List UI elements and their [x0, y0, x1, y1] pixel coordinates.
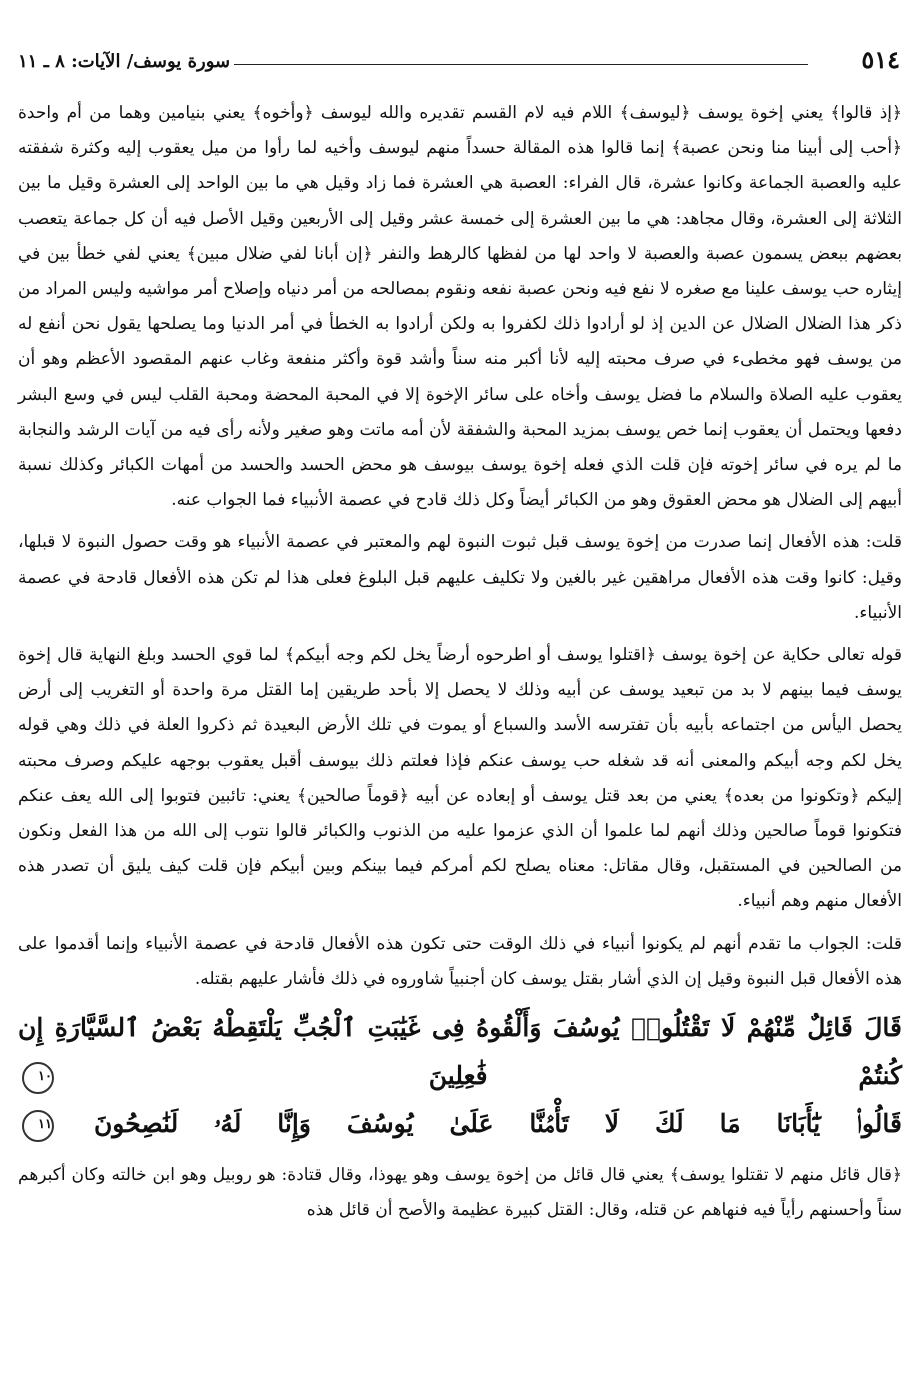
quran-verses: [18, 1004, 902, 1148]
tafsir-paragraph: ﴿إذ قالوا﴾ يعني إخوة يوسف ﴿ليوسف﴾ اللام فيه لام القسم تقديره والله ليوسف ﴿وأخوه﴾ يعني بنيامين وهما من أم واحدة ﴿أحب إلى أبينا منا ونحن عصبة﴾ إنما قالوا هذه المقالة حسداً منهم ليوسف وأخيه لما رأوا من ميل يعقوب إليه وكثرة شفقته عليه والعصبة الجماعة وكانوا عشرة، قال الفراء: العصبة هي العشرة فما زاد وقيل هي ما بين الواحد إلى العشرة وقيل ما بين الثلاثة إلى العشرة، وقال مجاهد: هي ما بين العشرة إلى خمسة عشر وقيل إلى الأربعين وقيل الأصل فيه أن كل جماعة يتعصب بعضهم ببعض يسمون عصبة والعصبة لا واحد لها من لفظها كالرهط والنفر ﴿إن أبانا لفي ضلال مبين﴾ يعني لفي خطأ بين في إيثاره حب يوسف علينا مع صغره لا نفع فيه ونحن عصبة نفعه ونقوم بمصالحه من أمر دنياه وإصلاح أمر مواشيه وليس المراد من ذكر هذا الضلال الضلال عن الدين إذ لو أرادوا ذلك لكفروا به ولكن أرادوا به الخطأ في أمر الدنيا وما يصلحها يقول نحن أنفع له من يوسف فهو مخطىء في صرف محبته إليه لأنا أكبر منه سناً وأشد قوة وأكثر منفعة وغاب عنهم المقصود الأعظم وهو أن يعقوب عليه الصلاة والسلام ما فضل يوسف وأخاه على سائر الإخوة إلا في المحبة المحضة ومحبة القلب ليس في وسع البشر دفعها ويحتمل أن يعقوب إنما خص يوسف بمزيد المحبة والشفقة لأن أمه ماتت وهو صغير ولأنه رأى فيه من آيات الرشد والنجابة ما لم يره في سائر إخوته فإن قلت الذي فعله إخوة يوسف بيوسف هو محض الحسد والحسد من أمهات الكبائر وكذلك نسبة أبيهم إلى الضلال هو محض العقوق وهو من الكبائر أيضاً وكل ذلك قادح في عصمة الأنبياء فما الجواب عنه.: [18, 103, 902, 511]
header-rule: [234, 64, 808, 65]
verse-line: [18, 1100, 902, 1148]
running-title: سورة يوسف/ الآيات: ٨ ـ ١١: [18, 51, 231, 72]
page-body: [18, 96, 902, 1235]
verse-text: قَالُوا۟ يَٰٓأَبَانَا مَا لَكَ لَا تَأْمَ۫نَّا عَلَىٰ يُوسُفَ وَإِنَّا لَهُۥ لَنَٰصِحُونَ: [93, 1109, 902, 1139]
ayah-number-marker: ١١: [22, 1110, 54, 1142]
verse-line: [18, 1004, 902, 1100]
page-number: ٥١٤: [861, 45, 900, 74]
page-header: [14, 40, 906, 84]
tafsir-paragraph: قلت: الجواب ما تقدم أنهم لم يكونوا أنبياء في ذلك الوقت حتى تكون هذه الأفعال قادحة في عصمة الأنبياء وإنما أقدموا على هذه الأفعال قبل النبوة وقيل إن الذي أشار بقتل يوسف كان أجنبياً شاوروه في ذلك فأشار عليهم بقتله.: [18, 933, 902, 989]
ayah-number-marker: ١٠: [22, 1062, 54, 1094]
tafsir-paragraph: ﴿قال قائل منهم لا تقتلوا يوسف﴾ يعني قال قائل من إخوة يوسف وهو يهوذا، وقال قتادة: هو روبيل وهو ابن خالته وكان أكبرهم سناً وأحسنهم رأياً فيه فنهاهم عن قتله، وقال: القتل كبيرة عظيمة والأصح أن قائل هذه: [18, 1165, 902, 1221]
tafsir-paragraph: قوله تعالى حكاية عن إخوة يوسف ﴿اقتلوا يوسف أو اطرحوه أرضاً يخل لكم وجه أبيكم﴾ لما قوي الحسد وبلغ النهاية قال إخوة يوسف فيما بينهم لا بد من تبعيد يوسف عن أبيه وذلك لا يحصل إلا بأحد طريقين إما القتل مرة واحدة أو التغريب إلى أرض يحصل اليأس من اجتماعه بأبيه بأن تفترسه الأسد والسباع أو يموت في تلك الأرض البعيدة ثم ذكروا العلة في ذلك وهي قوله يخل لكم وجه أبيكم والمعنى أنه قد شغله حب يوسف عنكم فإذا فعلتم ذلك بيوسف أقبل يعقوب بوجهه عليكم وصرف محبته إليكم ﴿وتكونوا من بعده﴾ يعني من بعد قتل يوسف أو إبعاده عن أبيه ﴿قوماً صالحين﴾ يعني: تائبين فتوبوا إلى الله يعف عنكم فتكونوا قوماً صالحين وذلك أنهم لما علموا أن الذي عزموا عليه من الذنوب والكبائر قالوا نتوب إلى الله من هذا الفعل ونكون من الصالحين في المستقبل، وقال مقاتل: معناه يصلح لكم أمركم فيما بينكم وبين أبيكم فإن قلت كيف يليق أن تصدر هذه الأفعال منهم وهم أنبياء.: [18, 645, 902, 912]
verse-text: قَالَ قَائِلٌ مِّنْهُمْ لَا تَقْتُلُوا۟ يُوسُفَ وَأَلْقُوهُ فِى غَيَٰبَتِ ٱلْجُبِّ يَلْتَقِطْهُ بَعْضُ ٱلسَّيَّارَةِ إِن كُنتُمْ فَٰعِلِينَ: [18, 1013, 902, 1091]
tafsir-paragraph: قلت: هذه الأفعال إنما صدرت من إخوة يوسف قبل ثبوت النبوة لهم والمعتبر في عصمة الأنبياء هو وقت حصول النبوة لا قبلها، وقيل: كانوا وقت هذه الأفعال مراهقين غير بالغين ولا تكليف عليهم قبل البلوغ فعلى هذا لم تكن هذه الأفعال قادحة في عصمة الأنبياء.: [18, 532, 902, 623]
